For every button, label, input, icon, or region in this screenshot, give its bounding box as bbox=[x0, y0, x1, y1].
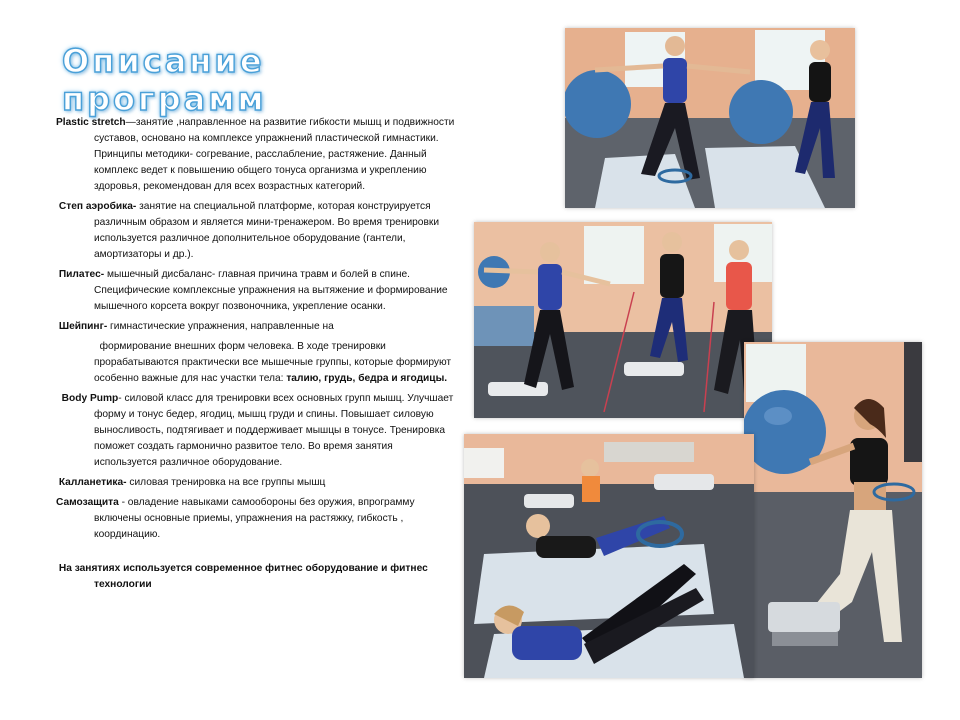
program-text: - овладение навыками самообороны без оружия, впрограмму включены основные приемы, упражнения на растяжку, гибкость , координацию. bbox=[94, 497, 415, 540]
program-plastic-stretch bbox=[56, 115, 458, 195]
program-text-bold: талию, грудь, бедра и ягодицы. bbox=[286, 373, 448, 384]
program-shaping-continued bbox=[56, 339, 458, 387]
fitball-instructor-photo bbox=[744, 342, 922, 678]
program-self-defense bbox=[56, 495, 458, 543]
program-text: гимнастические упражнения, направленные на bbox=[107, 321, 334, 332]
program-shaping bbox=[56, 319, 458, 335]
program-callanetics bbox=[56, 475, 458, 491]
program-name: Пилатес- bbox=[58, 269, 105, 280]
program-text: - силовой класс для тренировки всех основных групп мышц. Улучшает форму и тонус бедер, ягодиц, мышц груди и спины. Повышает силовую выносливость, подтягивает и поддерживает мышцы в тонусе. Тренировка поможет создать гармонично развитое тело. Во время занятия используется различное оборудование. bbox=[94, 393, 454, 468]
program-descriptions bbox=[56, 115, 458, 597]
program-text: силовая тренировка на все группы мышц bbox=[126, 477, 326, 488]
program-name: Plastic stretch bbox=[56, 117, 126, 128]
program-text: формирование внешних форм человека. В ходе тренировки прорабатываются практически все мышечные группы, которые формируют особенно важные для нас участки тела: bbox=[94, 341, 452, 384]
program-name: Body Pump bbox=[61, 393, 119, 404]
program-name: Шейпинг- bbox=[58, 321, 108, 332]
program-pilates bbox=[56, 267, 458, 315]
step-aerobics-class-photo bbox=[474, 222, 772, 418]
program-name: Калланетика- bbox=[58, 477, 127, 488]
equipment-note-text: На занятиях используется современное фитнес оборудование и фитнес технологии bbox=[58, 563, 428, 590]
fitball-class-photo bbox=[565, 28, 855, 208]
program-name: Самозащита bbox=[56, 497, 119, 508]
program-name: Степ аэробика- bbox=[58, 201, 137, 212]
equipment-note bbox=[56, 561, 458, 593]
program-text: занятие на специальной платформе, которая конструируется различным образом и является мини-тренажером. Во время тренировки используется различное дополнительное оборудование (гантели, амортизаторы и др.). bbox=[94, 201, 440, 260]
program-text: —занятие ,направленное на развитие гибкости мышц и подвижности суставов, основано на комплексе упражнений пластической гимнастики. Принципы методики- согревание, расслабление, растяжение. Данный комплекс ведет к повышению общего тонуса организма и укреплению здоровья, рекомендован для всех возрастных категорий. bbox=[94, 117, 455, 192]
mat-workout-class-photo bbox=[464, 434, 754, 678]
program-body-pump bbox=[56, 391, 458, 471]
program-text: мышечный дисбаланс- главная причина травм и болей в спине. Специфические комплексные упражнения на вытяжение и формирование мышечного корсета вокруг позвоночника, укрепление осанки. bbox=[94, 269, 448, 312]
page-title: Описание программ bbox=[62, 42, 267, 118]
program-step-aerobics bbox=[56, 199, 458, 263]
